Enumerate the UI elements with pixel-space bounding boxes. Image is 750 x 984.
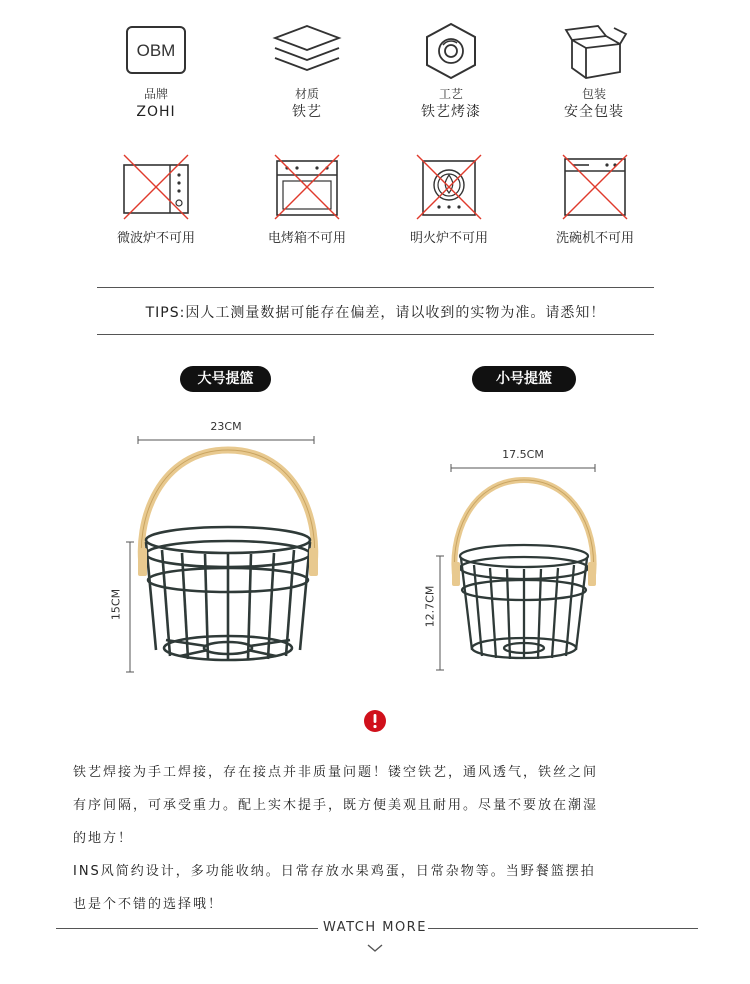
warning-dishwasher xyxy=(530,153,660,246)
feature-value: 安全包装 xyxy=(564,104,624,120)
warning-label: 电烤箱不可用 xyxy=(267,231,346,246)
feature-craft xyxy=(391,22,511,122)
electric-oven-crossed-icon xyxy=(271,153,343,221)
description-line: 铁艺焊接为手工焊接，存在接点并非质量问题！镂空铁艺，通风透气，铁丝之间 xyxy=(73,765,599,780)
feature-value: ZOHI xyxy=(136,104,176,120)
exclamation-circle-icon xyxy=(363,709,387,733)
feature-label: 品牌 xyxy=(143,87,168,101)
dishwasher-crossed-icon xyxy=(559,153,631,221)
warning-oven xyxy=(242,153,372,246)
small-height-dimension: 12.7CM xyxy=(423,585,437,628)
description-line: 有序间隔，可承受重力。配上实木提手，既方便美观且耐用。尽量不要放在潮湿 xyxy=(73,798,599,813)
warning-open-flame xyxy=(384,153,514,246)
small-width-dimension: 17.5CM xyxy=(502,448,544,461)
warning-microwave xyxy=(91,153,221,246)
small-basket-illustration xyxy=(430,458,620,678)
large-width-dimension: 23CM xyxy=(210,420,242,433)
large-height-dimension: 15CM xyxy=(109,588,123,621)
svg-text:OBM: OBM xyxy=(136,41,176,60)
chevron-down-icon[interactable] xyxy=(366,938,384,948)
feature-value: 铁艺 xyxy=(292,104,322,120)
watch-more-link[interactable]: WATCH MORE xyxy=(323,920,427,935)
small-basket-label: 小号提篮 xyxy=(472,366,576,392)
description-paragraph-2 xyxy=(73,855,693,921)
feature-brand xyxy=(96,22,216,122)
hexagon-nut-icon xyxy=(415,22,487,82)
description-line: 也是个不错的选择哦！ xyxy=(73,897,224,912)
tips-top-divider xyxy=(97,287,654,288)
large-basket-label: 大号提篮 xyxy=(180,366,271,392)
description-line: INS风简约设计，多功能收纳。日常存放水果鸡蛋，日常杂物等。当野餐篮摆拍 xyxy=(73,864,596,879)
layers-icon xyxy=(271,22,343,82)
obm-box-icon xyxy=(120,22,192,82)
large-basket-illustration xyxy=(110,430,350,680)
description-paragraph-1 xyxy=(73,756,693,855)
feature-value: 铁艺烤漆 xyxy=(421,104,481,120)
feature-label: 包装 xyxy=(581,87,606,101)
feature-packaging xyxy=(534,22,654,122)
package-box-icon xyxy=(558,22,630,82)
feature-label: 工艺 xyxy=(438,87,463,101)
gas-stove-crossed-icon xyxy=(413,153,485,221)
microwave-crossed-icon xyxy=(120,153,192,221)
feature-material xyxy=(247,22,367,122)
tips-text: TIPS:因人工测量数据可能存在偏差，请以收到的实物为准。请悉知！ xyxy=(145,305,606,321)
tips-bottom-divider xyxy=(97,334,654,335)
warning-label: 洗碗机不可用 xyxy=(555,231,634,246)
warning-label: 明火炉不可用 xyxy=(409,231,488,246)
feature-label: 材质 xyxy=(294,87,319,101)
warning-label: 微波炉不可用 xyxy=(116,231,195,246)
description-line: 的地方！ xyxy=(73,831,134,846)
